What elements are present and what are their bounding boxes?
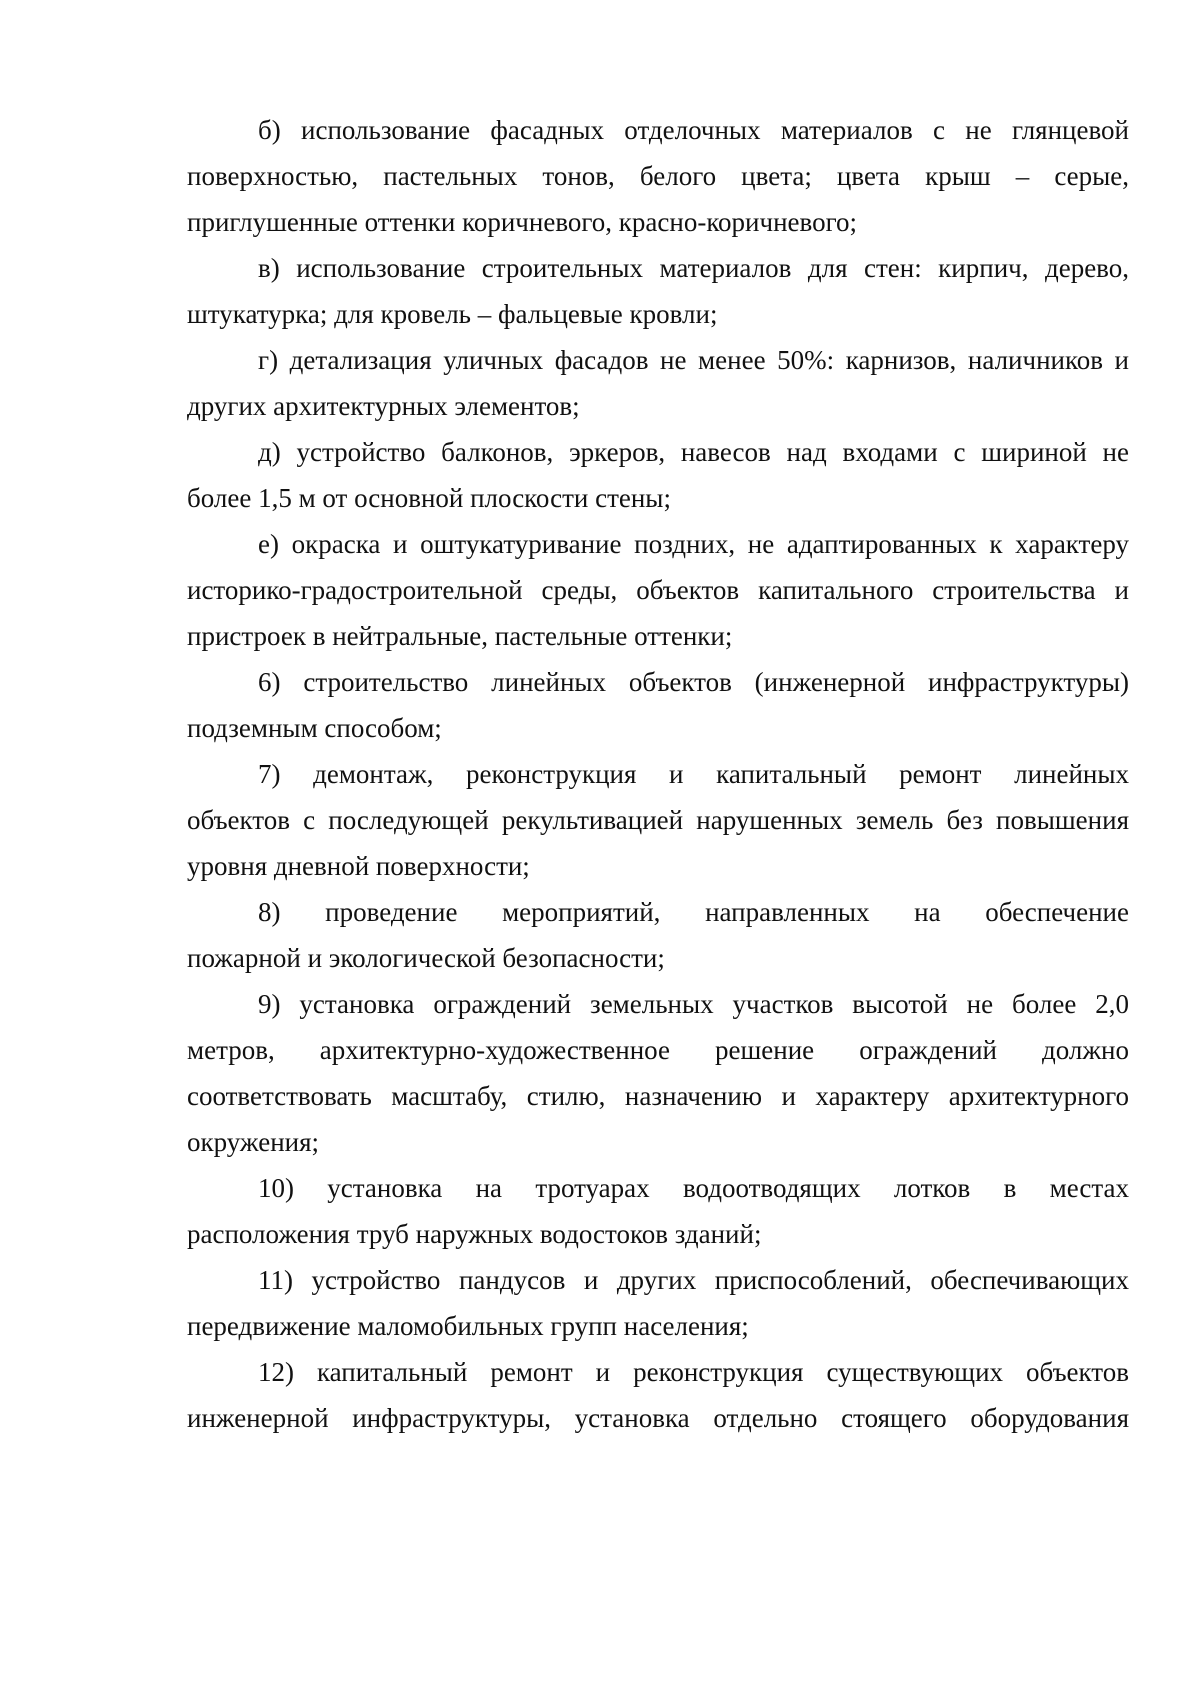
- paragraph-line: в) использование строительных материалов для стен: кирпич, дерево,: [258, 253, 1129, 283]
- paragraph-line: 9) установка ограждений земельных участков высотой не более 2,0: [258, 989, 1129, 1019]
- paragraph-line: приглушенные оттенки коричневого, красно-коричневого;: [187, 207, 857, 237]
- paragraph-line: передвижение маломобильных групп населения;: [187, 1311, 749, 1341]
- document-body: [187, 107, 1129, 1441]
- paragraph-line: д) устройство балконов, эркеров, навесов над входами с шириной не: [258, 437, 1129, 467]
- paragraph-line: 8) проведение мероприятий, направленных на обеспечение: [258, 897, 1129, 927]
- paragraph-line: метров, архитектурно-художественное решение ограждений должно: [187, 1035, 1129, 1065]
- paragraph-line: окружения;: [187, 1127, 320, 1157]
- paragraph-6: [187, 659, 1129, 751]
- paragraph-line: пристроек в нейтральные, пастельные оттенки;: [187, 621, 733, 651]
- paragraph-b: [187, 107, 1129, 245]
- paragraph-10: [187, 1165, 1129, 1257]
- paragraph-line: 11) устройство пандусов и других приспособлений, обеспечивающих: [258, 1265, 1129, 1295]
- paragraph-line: штукатурка; для кровель – фальцевые кровли;: [187, 299, 718, 329]
- paragraph-d: [187, 429, 1129, 521]
- paragraph-line: е) окраска и оштукатуривание поздних, не адаптированных к характеру: [258, 529, 1129, 559]
- paragraph-v: [187, 245, 1129, 337]
- paragraph-line: инженерной инфраструктуры, установка отдельно стоящего оборудования: [187, 1403, 1129, 1433]
- paragraph-e: [187, 521, 1129, 659]
- paragraph-9: [187, 981, 1129, 1165]
- paragraph-line: 10) установка на тротуарах водоотводящих лотков в местах: [258, 1173, 1129, 1203]
- paragraph-line: г) детализация уличных фасадов не менее 50%: карнизов, наличников и: [258, 345, 1129, 375]
- paragraph-line: 12) капитальный ремонт и реконструкция существующих объектов: [258, 1357, 1129, 1387]
- paragraph-line: 7) демонтаж, реконструкция и капитальный ремонт линейных: [258, 759, 1129, 789]
- paragraph-line: 6) строительство линейных объектов (инженерной инфраструктуры): [258, 667, 1129, 697]
- paragraph-11: [187, 1257, 1129, 1349]
- paragraph-line: более 1,5 м от основной плоскости стены;: [187, 483, 671, 513]
- paragraph-line: расположения труб наружных водостоков зданий;: [187, 1219, 762, 1249]
- paragraph-g: [187, 337, 1129, 429]
- paragraph-line: других архитектурных элементов;: [187, 391, 580, 421]
- paragraph-line: поверхностью, пастельных тонов, белого цвета; цвета крыш – серые,: [187, 161, 1129, 191]
- paragraph-7: [187, 751, 1129, 889]
- paragraph-line: соответствовать масштабу, стилю, назначению и характеру архитектурного: [187, 1081, 1129, 1111]
- paragraph-line: пожарной и экологической безопасности;: [187, 943, 665, 973]
- paragraph-line: подземным способом;: [187, 713, 442, 743]
- paragraph-line: уровня дневной поверхности;: [187, 851, 530, 881]
- paragraph-line: объектов с последующей рекультивацией нарушенных земель без повышения: [187, 805, 1129, 835]
- paragraph-line: б) использование фасадных отделочных материалов с не глянцевой: [258, 115, 1129, 145]
- paragraph-12: [187, 1349, 1129, 1441]
- paragraph-8: [187, 889, 1129, 981]
- paragraph-line: историко-градостроительной среды, объектов капитального строительства и: [187, 575, 1129, 605]
